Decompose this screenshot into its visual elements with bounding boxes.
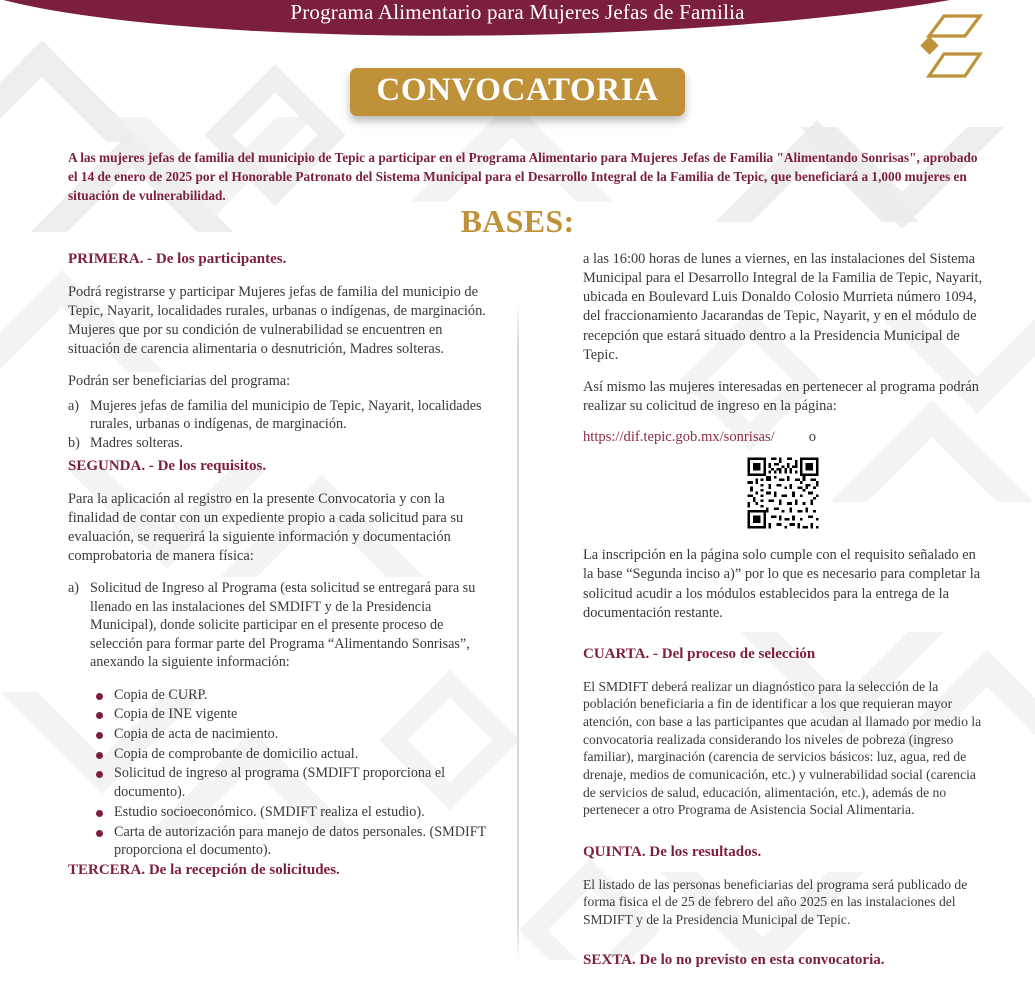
primera-lead-in: Podrán ser beneficiarias del programa: [68, 373, 291, 390]
section-heading-cuarta: CUARTA. - Del proceso de selección [583, 645, 816, 662]
qr-code-sonrisas[interactable] [742, 452, 824, 534]
section-heading-quinta: QUINTA. De los resultados. [583, 844, 762, 860]
list-item [68, 397, 488, 434]
list-item: Copia de acta de nacimiento. [96, 725, 488, 744]
inscription-note: La inscripción en la página solo cumple con el requisito señalado en la base “Segunda inciso a)” por lo que es necesario para completar la solicitud acudir a los módulos establecidos para la entrega de la documentación restante. [583, 547, 981, 621]
list-item: Copia de INE vigente [96, 705, 488, 724]
application-url-line [583, 429, 983, 446]
convocatoria-banner: CONVOCATORIA [350, 68, 684, 116]
bases-title: BASES: [460, 203, 575, 239]
list-item-marker: a) [68, 397, 80, 414]
application-url-link[interactable]: https://dif.tepic.gob.mx/sonrisas/ [583, 429, 775, 446]
section-heading-sexta: SEXTA. De lo no previsto en esta convocatoria. [583, 951, 885, 968]
primera-paragraph: Podrá registrarse y participar Mujeres jefas de familia del municipio de Tepic, Nayarit, localidades rurales, urbanas o indígenas, de marginación. Mujeres que por su condición de vulnerabilidad se encuentren en situación de carencia alimentaria o desnutrición, Madres solteras. [68, 283, 486, 358]
left-column [68, 250, 488, 894]
list-item [68, 434, 488, 452]
primera-item-list [68, 397, 488, 453]
column-divider [517, 305, 519, 960]
list-item-marker: b) [68, 435, 80, 452]
section-heading-tercera: TERCERA. De la recepción de solicitudes. [68, 862, 340, 879]
intro-paragraph: A las mujeres jefas de familia del municipio de Tepic a participar en el Programa Alimentario para Mujeres Jefas de Familia "Alimentando Sonrisas", aprobado el 14 de enero de 2025 por el Honorable Patronato del Sistema Municipal para el Desarrollo Integral de la Familia de Tepic, que beneficiará a 1,000 mujeres en situación de vulnerabilidad. [68, 150, 978, 204]
segunda-requirements-bullets [68, 686, 488, 861]
list-item-text: Mujeres jefas de familia del municipio de Tepic, Nayarit, localidades rurales, urbanas o indígenas, de marginación. [90, 397, 482, 432]
url-alternative-text: o [808, 429, 817, 446]
section-heading-segunda: SEGUNDA. - De los requisitos. [68, 457, 267, 474]
list-item: Carta de autorización para manejo de datos personales. (SMDIFT proporciona el documento). [96, 823, 488, 860]
list-item-text: Solicitud de Ingreso al Programa (esta solicitud se entregará para su llenado en las instalaciones del SMDIFT y de la Presidencia Municipal), donde solicite participar en el presente proceso de selección para formar parte del Programa “Alimentando Sonrisas”, anexando la siguiente información: [90, 580, 476, 671]
section-heading-primera: PRIMERA. - De los participantes. [68, 251, 287, 267]
tercera-continuation-paragraph: a las 16:00 horas de lunes a viernes, en las instalaciones del Sistema Municipal para el Desarrollo Integral de la Familia de Tepic, Nayarit, ubicada en Boulevard Luis Donaldo Colosio Murrieta número 1094, del fraccionamiento Jacarandas de Tepic, Nayarit, y en el módulo de recepción que estará situado dentro a la Presidencia Municipal de Tepic. [583, 251, 983, 363]
cuarta-paragraph: El SMDIFT deberá realizar un diagnóstico para la selección de la población beneficiaria a fin de identificar a los que requieran mayor atención, con base a las participantes que acudan al llamado por medio la convocatoria realizada considerando los niveles de pobreza (ingreso familiar), marginación (carencia de servicios básicos: luz, agua, red de drenaje, medios de comunicación, etc.) y vulnerabilidad social (carencia de servicios de salud, educación, alimentación, etc.), además de no pertenecer a otro Programa de Asistencia Social Alimentaria. [583, 678, 982, 818]
list-item: Solicitud de ingreso al programa (SMDIFT proporciona el documento). [96, 764, 488, 801]
online-application-paragraph: Así mismo las mujeres interesadas en pertenecer al programa podrán realizar su colicitud de ingreso en la página: [583, 378, 979, 415]
list-item [68, 579, 488, 671]
list-item-text: Madres solteras. [90, 435, 183, 452]
list-item: Copia de CURP. [96, 686, 488, 705]
segunda-paragraph: Para la aplicación al registro en la presente Convocatoria y con la finalidad de contar con un expediente propio a cada solicitud para su evaluación, se requerirá la siguiente información y documentación comprobatoria de manera física: [68, 490, 464, 565]
program-title: Programa Alimentario para Mujeres Jefas de Familia [290, 0, 745, 24]
smdift-diamond-logo [918, 8, 990, 86]
list-item: Estudio socioeconómico. (SMDIFT realiza el estudio). [96, 803, 488, 822]
right-column [583, 250, 983, 984]
segunda-item-list [68, 579, 488, 671]
list-item: Copia de comprobante de domicilio actual. [96, 745, 488, 764]
quinta-paragraph: El listado de las personas beneficiarias del programa será publicado de forma fisica el de 25 de febrero del año 2025 en las instalaciones del SMDIFT y de la Presidencia Municipal de Tepic. [583, 876, 968, 928]
list-item-marker: a) [68, 580, 80, 597]
